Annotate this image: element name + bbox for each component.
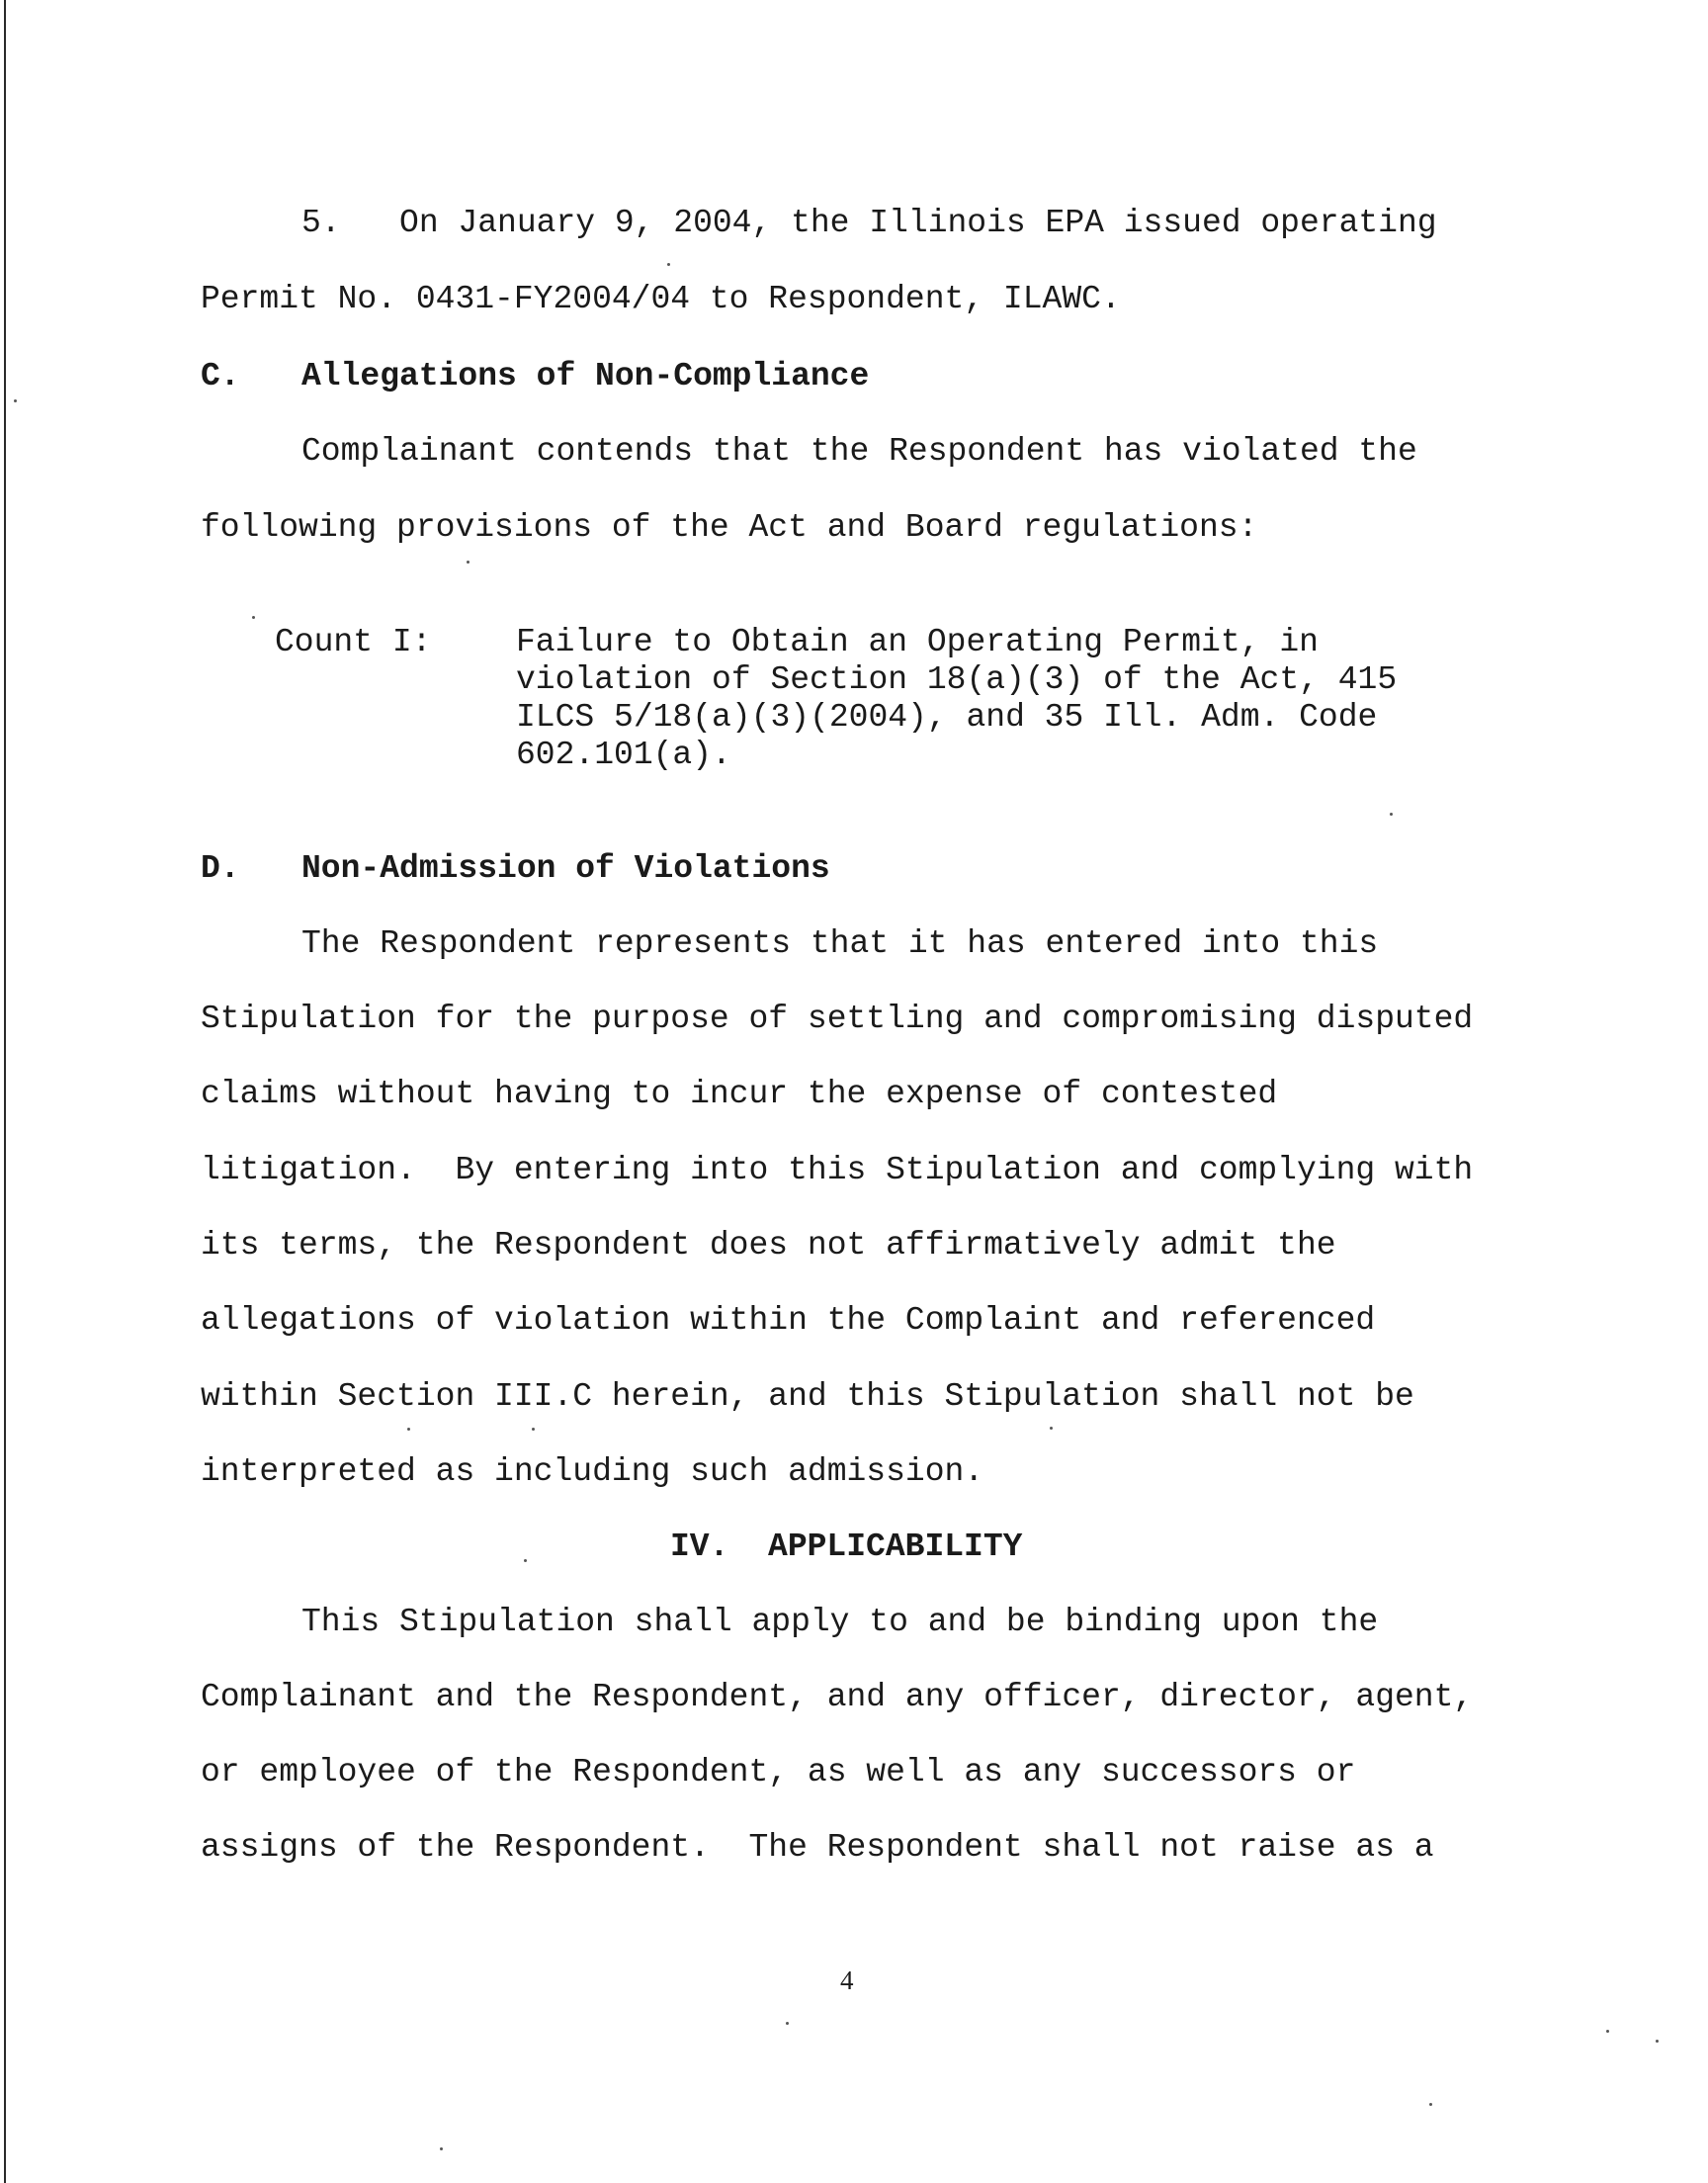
section-d-line: Stipulation for the purpose of settling and compromising disputed bbox=[201, 1001, 1474, 1037]
count-line: Failure to Obtain an Operating Permit, in bbox=[516, 624, 1319, 660]
section-d-line: litigation. By entering into this Stipulation and complying with bbox=[201, 1152, 1474, 1188]
scan-speck bbox=[440, 2147, 443, 2150]
para-5-line-1: 5. On January 9, 2004, the Illinois EPA issued operating bbox=[301, 205, 1437, 241]
scan-speck bbox=[524, 1559, 527, 1562]
section-iv-line: assigns of the Respondent. The Respondent shall not raise as a bbox=[201, 1829, 1434, 1866]
section-d-line: claims without having to incur the expense of contested bbox=[201, 1076, 1278, 1112]
page-number: 4 bbox=[840, 1965, 854, 1995]
scan-speck bbox=[252, 616, 255, 619]
count-line: 602.101(a). bbox=[516, 737, 731, 773]
section-d-line: its terms, the Respondent does not affirmatively admit the bbox=[201, 1227, 1336, 1264]
section-iv-heading: IV. APPLICABILITY bbox=[670, 1528, 1023, 1565]
scan-speck bbox=[1050, 1427, 1053, 1430]
section-c-para-line-1: Complainant contends that the Respondent has violated the bbox=[301, 433, 1417, 470]
para-5-line-2: Permit No. 0431-FY2004/04 to Respondent, ILAWC. bbox=[201, 281, 1121, 317]
section-iv-line: Complainant and the Respondent, and any officer, director, agent, bbox=[201, 1679, 1474, 1715]
scan-speck bbox=[786, 2022, 789, 2025]
section-c-para-line-2: following provisions of the Act and Board regulations: bbox=[201, 509, 1258, 546]
count-label: Count I: bbox=[275, 624, 432, 660]
left-margin-rule bbox=[4, 0, 6, 2183]
scan-speck bbox=[14, 399, 17, 402]
count-line: violation of Section 18(a)(3) of the Act, 415 bbox=[516, 661, 1398, 698]
scan-speck bbox=[467, 561, 470, 564]
section-d-line: interpreted as including such admission. bbox=[201, 1453, 984, 1490]
scan-speck bbox=[1429, 2103, 1432, 2106]
section-c-label: C. bbox=[201, 358, 240, 394]
scan-speck bbox=[1390, 813, 1393, 816]
scan-speck bbox=[1656, 2040, 1659, 2043]
section-iv-line: This Stipulation shall apply to and be binding upon the bbox=[301, 1604, 1379, 1640]
scan-speck bbox=[532, 1428, 535, 1431]
count-line: ILCS 5/18(a)(3)(2004), and 35 Ill. Adm. Code bbox=[516, 699, 1378, 736]
section-c-heading: Allegations of Non-Compliance bbox=[301, 358, 870, 394]
section-d-label: D. bbox=[201, 850, 240, 887]
section-d-line: within Section III.C herein, and this Stipulation shall not be bbox=[201, 1378, 1414, 1415]
section-d-line: The Respondent represents that it has entered into this bbox=[301, 925, 1379, 962]
scan-speck bbox=[1606, 2030, 1609, 2033]
scan-speck bbox=[667, 263, 670, 266]
section-d-heading: Non-Admission of Violations bbox=[301, 850, 830, 887]
section-d-line: allegations of violation within the Complaint and referenced bbox=[201, 1302, 1376, 1339]
scan-speck bbox=[407, 1428, 410, 1431]
section-iv-line: or employee of the Respondent, as well as any successors or bbox=[201, 1754, 1356, 1790]
